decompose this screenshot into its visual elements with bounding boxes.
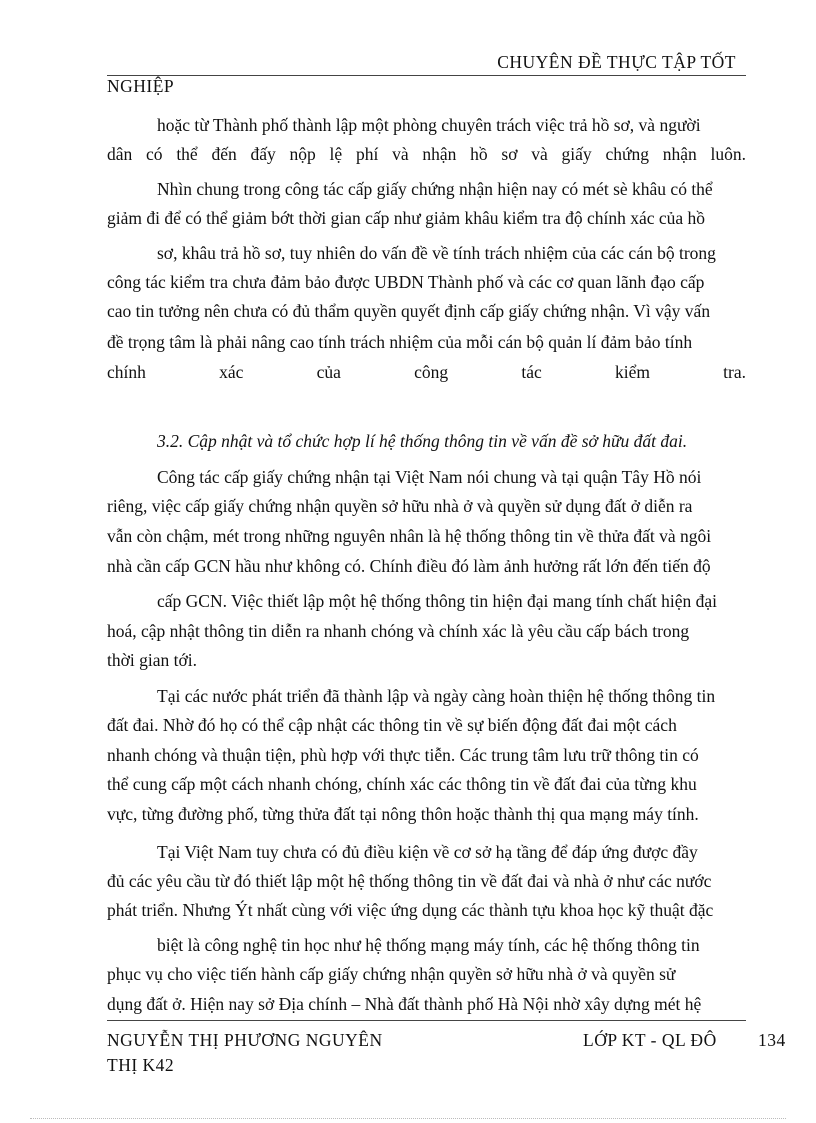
body-line: phát triển. Nhưng Ýt nhất cùng với việc ứng dụng các thành tựu khoa học kỹ thuật đặc <box>107 900 714 920</box>
body-line: phục vụ cho việc tiến hành cấp giấy chứng nhận quyền sở hữu nhà ở và quyền sử <box>107 964 676 984</box>
body-line: nhanh chóng và thuận tiện, phù hợp với thực tiễn. Các trung tâm lưu trữ thông tin có <box>107 745 699 765</box>
body-line: Tại các nước phát triển đã thành lập và ngày càng hoàn thiện hệ thống thông tin <box>157 686 716 706</box>
body-line: dân có thể đến đấy nộp lệ phí và nhận hồ sơ và giấy chứng nhận luôn. <box>107 144 746 164</box>
body-line: thời gian tới. <box>107 650 197 670</box>
body-line: nhà cần cấp GCN hầu như không có. Chính điều đó làm ảnh hưởng rất lớn đến tiến độ <box>107 556 711 576</box>
body-line: hoá, cập nhật thông tin diễn ra nhanh chóng và chính xác là yêu cầu cấp bách trong <box>107 621 690 641</box>
footer-rule <box>107 1020 746 1021</box>
body-line: dụng đất ở. Hiện nay sở Địa chính – Nhà đất thành phố Hà Nội nhờ xây dựng mét hệ <box>107 994 702 1014</box>
footer-author: NGUYỄN THỊ PHƯƠNG NGUYÊN <box>107 1030 383 1050</box>
body-line: vực, từng đường phố, từng thửa đất tại nông thôn hoặc thành thị qua mạng máy tính. <box>107 804 699 824</box>
body-line: hoặc từ Thành phố thành lập một phòng chuyên trách việc trả hồ sơ, và người <box>157 115 701 135</box>
body-line: Tại Việt Nam tuy chưa có đủ điều kiện về cơ sở hạ tầng để đáp ứng được đầy <box>157 842 698 862</box>
header-rule <box>107 75 746 76</box>
section-heading: 3.2. Cập nhật và tổ chức hợp lí hệ thống thông tin về vấn đề sở hữu đất đai. <box>157 431 688 451</box>
body-line: Nhìn chung trong công tác cấp giấy chứng nhận hiện nay có mét sè khâu có thể <box>157 179 713 199</box>
running-header-continuation: NGHIỆP <box>107 76 175 96</box>
body-line: Công tác cấp giấy chứng nhận tại Việt Nam nói chung và tại quận Tây Hồ nói <box>157 467 702 487</box>
body-line: chính xác của công tác kiểm tra. <box>107 362 746 382</box>
body-line: công tác kiểm tra chưa đảm bảo được UBDN Thành phố và các cơ quan lãnh đạo cấp <box>107 272 705 292</box>
page-number: 134 <box>758 1030 786 1050</box>
body-line: giảm đi để có thể giảm bớt thời gian cấp như giảm khâu kiểm tra độ chính xác của hồ <box>107 208 706 228</box>
footer-class-label: LỚP KT - QL ĐÔ <box>583 1030 717 1050</box>
body-line: biệt là công nghệ tin học như hệ thống mạng máy tính, các hệ thống thông tin <box>157 935 700 955</box>
body-line: riêng, việc cấp giấy chứng nhận quyền sở hữu nhà ở và quyền sử dụng đất ở diễn ra <box>107 496 693 516</box>
page-edge-rule <box>30 1118 786 1119</box>
body-line: thể cung cấp một cách nhanh chóng, chính xác các thông tin về đất đai của từng khu <box>107 774 697 794</box>
body-line: đất đai. Nhờ đó họ có thể cập nhật các thông tin về sự biến động đất đai một cách <box>107 715 677 735</box>
running-header-title: CHUYÊN ĐỀ THỰC TẬP TỐT <box>497 52 736 72</box>
footer-author-continuation: THỊ K42 <box>107 1055 175 1075</box>
body-line: vẫn còn chậm, mét trong những nguyên nhân là hệ thống thông tin về thửa đất và ngôi <box>107 526 712 546</box>
body-line: đề trọng tâm là phải nâng cao tính trách nhiệm của mỗi cán bộ quản lí đảm bảo tính <box>107 332 693 352</box>
body-line: cấp GCN. Việc thiết lập một hệ thống thông tin hiện đại mang tính chất hiện đại <box>157 591 717 611</box>
body-line: cao tin tưởng nên chưa có đủ thẩm quyền quyết định cấp giấy chứng nhận. Vì vậy vấn <box>107 301 711 321</box>
body-line: đủ các yêu cầu từ đó thiết lập một hệ thống thông tin về đất đai và nhà ở như các nước <box>107 871 712 891</box>
body-line: sơ, khâu trả hồ sơ, tuy nhiên do vấn đề về tính trách nhiệm của các cán bộ trong <box>157 243 716 263</box>
